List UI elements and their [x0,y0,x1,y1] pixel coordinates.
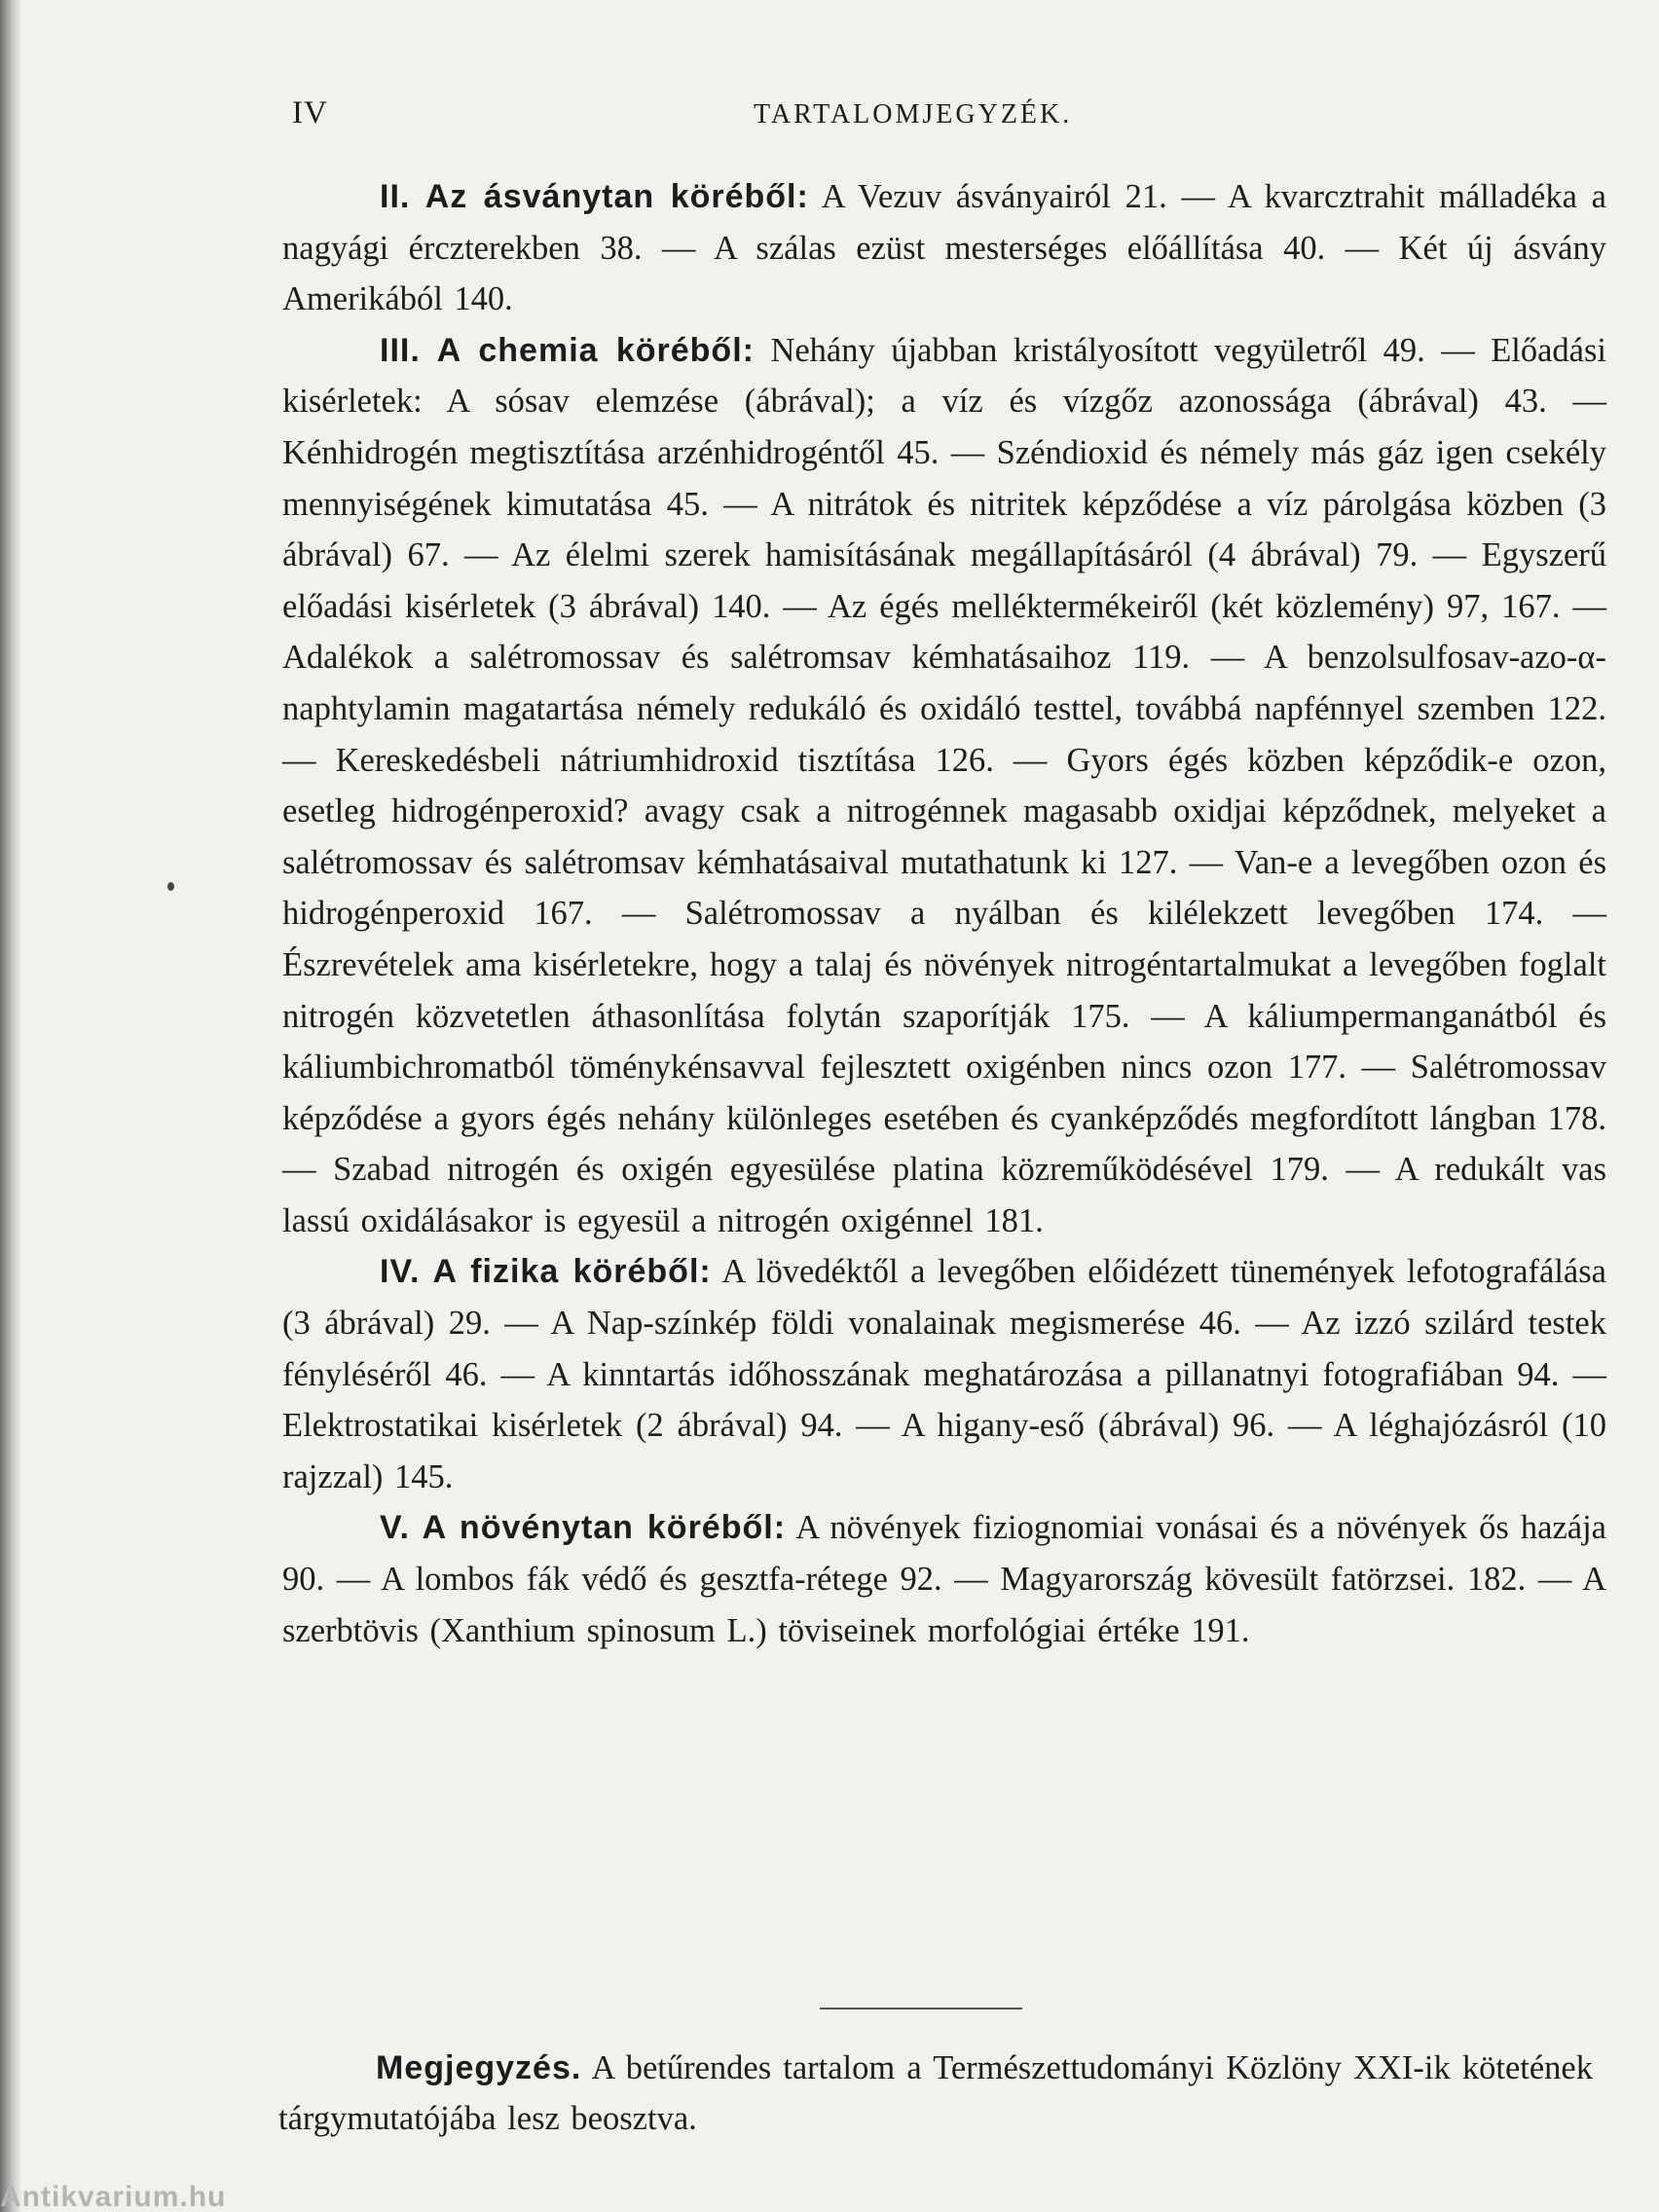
note-label: Megjegyzés. [376,2049,582,2086]
ink-speck [167,882,174,891]
page-number: IV [292,95,328,130]
section-label: V. A növénytan köréből: [380,1509,787,1547]
section-label: II. Az ásványtan köréből: [380,178,809,215]
section-text: A lövedéktől a levegőben előidézett tünemények lefotografálása (3 ábrával) 29. — A Nap-színkép földi vonalainak megismerése 46. — Az izzó szilárd testek fényléséről 46. — A kinntartás időhosszának meghatározása a pillanatnyi fotografiában 94. — Elektrostatikai kisérletek (2 ábrával) 94. — A higany-eső (ábrával) 96. — A léghajózásról (10 rajzzal) 145. [282,1253,1606,1495]
running-title: TARTALOMJEGYZÉK. [754,99,1073,129]
section-text: A Vezuv ásványairól 21. — A kvarcztrahit málladéka a nagyági érczterekben 38. — A szálas ezüst mesterséges előállítása 40. — Két új ásvány Amerikából 140. [282,178,1606,318]
section-paragraph [282,325,1606,1247]
separator-rule [820,2008,1022,2009]
section-label: III. A chemia köréből: [380,331,755,369]
section-text: Nehány újabban kristályosított vegyületről 49. — Előadási kisérletek: A sósav elemzése (ábrával); a víz és vízgőz azonossága (ábrával) 43. — Kénhidrogén megtisztítása arzénhidrogéntől 45. — Széndioxid és némely más gáz igen csekély mennyiségének kimutatása 45. — A nitrátok és nitritek képződése a víz párolgása közben (3 ábrával) 67. — Az élelmi szerek hamisításának megállapításáról (4 ábrával) 79. — Egyszerű előadási kisérletek (3 ábrával) 140. — Az égés melléktermékeiről (két közlemény) 97, 167. — Adalékok a salétromossav és salétromsav kémhatásaihoz 119. — A benzolsulfosav-azo-α-naphtylamin magatartása némely redukáló és oxidáló testtel, továbbá napfénnyel szemben 122. — Kereskedésbeli nátriumhidroxid tisztítása 126. — Gyors égés közben képződik-e ozon, esetleg hidrogénperoxid? avagy csak a nitrogénnek magasabb oxidjai képződnek, melyeket a salétromossav és salétromsav kémhatásaival mutathatunk ki 127. — Van-e a levegőben ozon és hidrogénperoxid 167. — Salétromossav a nyálban és kilélekzett levegőben 174. — Észrevételek ama kisérletekre, hogy a talaj és növények nitrogéntartalmukat a levegőben foglalt nitrogén közvetetlen áthasonlítása folytán szaporítják 175. — A káliumpermanganátból és káliumbichromatból töménykénsavval fejlesztett oxigénben nincs ozon 177. — Salétromossav képződése a gyors égés nehány különleges esetében és cyanképződés megfordított lángban 178. — Szabad nitrogén és oxigén egyesülése platina közreműködésével 179. — A redukált vas lassú oxidálásakor is egyesül a nitrogén oxigénnel 181. [282,331,1607,1239]
section-botany [282,1502,1606,1656]
footnote [278,2043,1593,2144]
section-physics [282,1246,1606,1502]
section-paragraph [282,1502,1606,1656]
watermark: Antikvarium.hu [0,2181,227,2212]
page-header [292,95,1597,138]
page-edge-shadow [0,0,21,2212]
section-paragraph [282,1246,1606,1502]
section-mineralogy [282,171,1606,325]
note-paragraph [278,2043,1593,2144]
section-chemistry [282,325,1606,1247]
contents-body [282,171,1606,1656]
section-label: IV. A fizika köréből: [380,1253,712,1291]
section-paragraph [282,171,1606,325]
note-text: A betűrendes tartalom a Természettudományi Közlöny XXI-ik kötetének tárgymutatójába lesz beosztva. [278,2049,1593,2137]
section-text: A növények fiziognomiai vonásai és a növények ős hazája 90. — A lombos fák védő és gesztfa-rétege 92. — Magyarország kövesült fatörzsei. 182. — A szerbtövis (Xanthium spinosum L.) töviseinek morfológiai értéke 191. [282,1509,1606,1649]
